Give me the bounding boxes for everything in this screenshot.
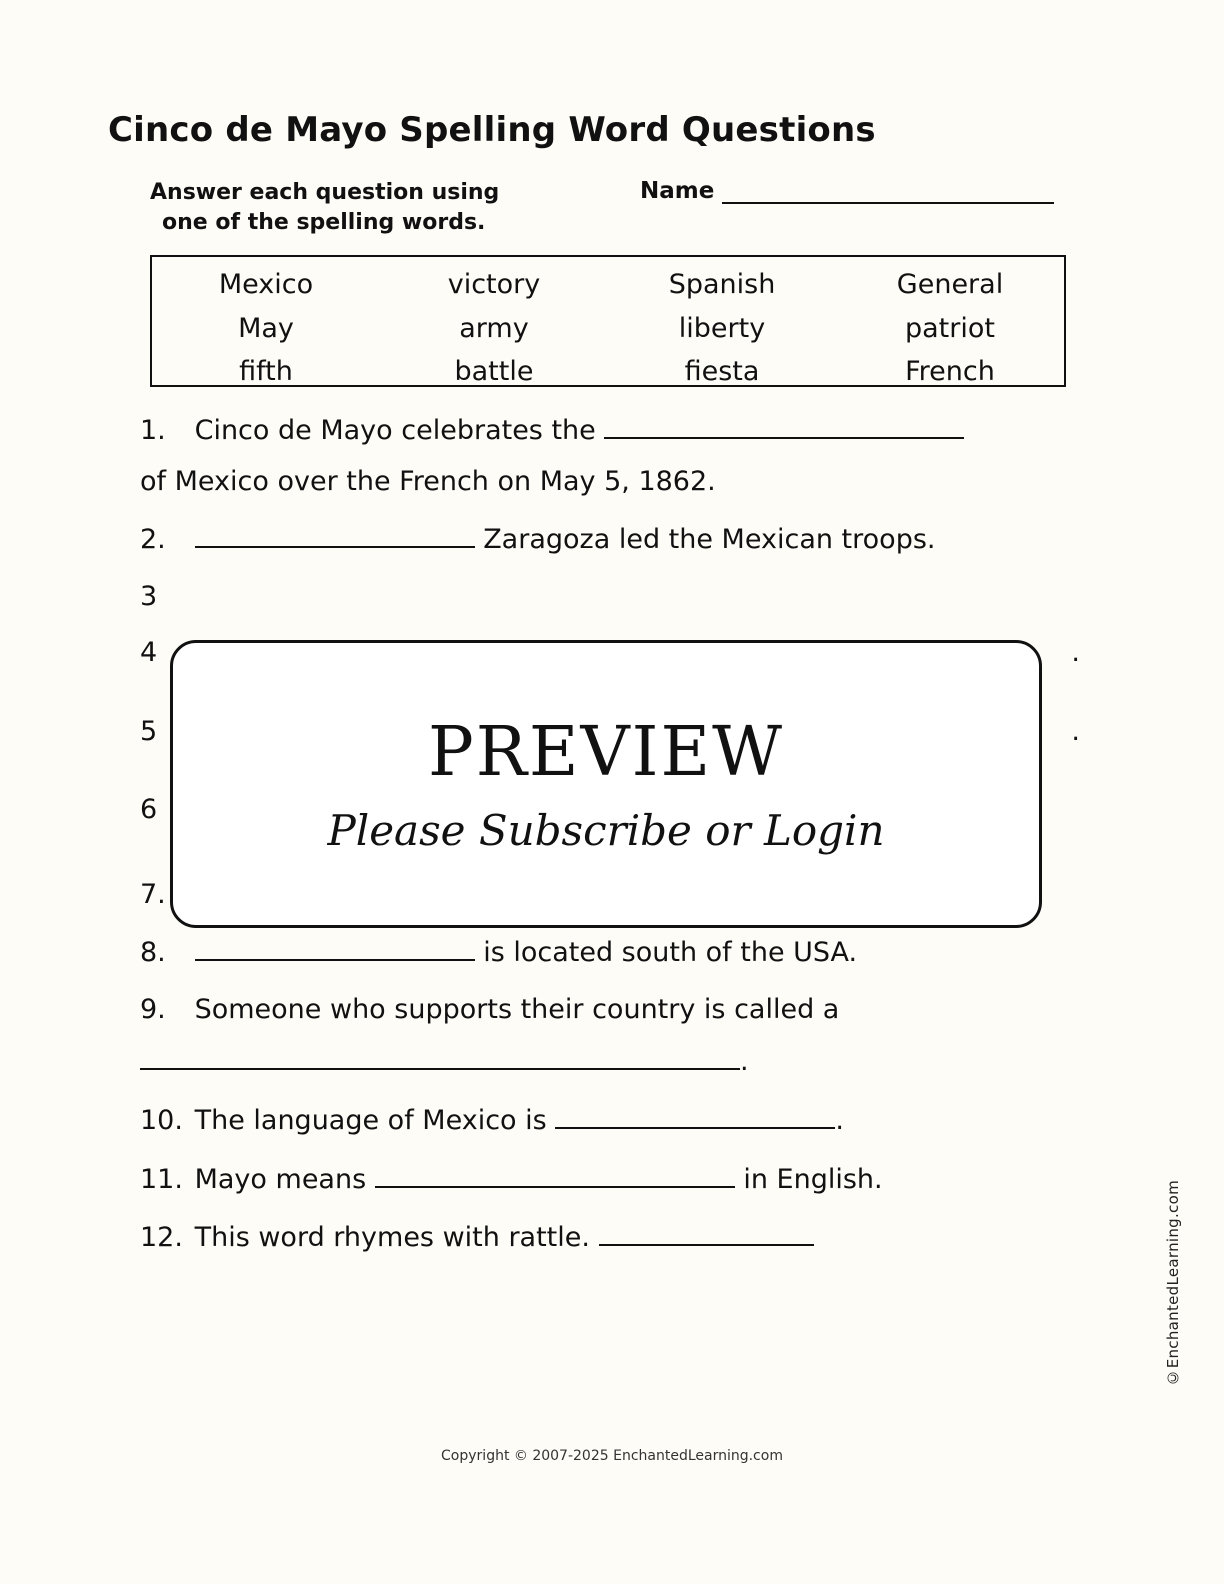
question-item (140, 1219, 1080, 1256)
question-continuation (140, 465, 1080, 500)
question-item (140, 1102, 1080, 1139)
word-bank-item: victory (447, 269, 541, 300)
word-bank-item: fifth (239, 356, 293, 388)
question-text: The language of Mexico is (194, 1105, 547, 1137)
question-text: is located south of the USA. (483, 937, 858, 969)
instructions-line-1: Answer each question using (150, 180, 500, 205)
name-label: Name (640, 178, 715, 204)
question-text: . (835, 1105, 844, 1137)
word-bank-item: Mexico (218, 269, 314, 300)
site-watermark: ©EnchantedLearning.com (1164, 1180, 1182, 1387)
question-item (140, 580, 1080, 615)
question-text: of Mexico over the French on May 5, 1862. (140, 465, 716, 497)
question-text: Someone who supports their country is called a (194, 993, 840, 1025)
preview-title: PREVIEW (427, 713, 785, 792)
question-number: 9. (140, 993, 166, 1025)
word-bank-item: General (896, 269, 1004, 300)
page-title: Cinco de Mayo Spelling Word Questions (108, 110, 876, 150)
instructions-line-2: one of the spelling words. (162, 209, 486, 235)
question-text: Zaragoza led the Mexican troops. (483, 524, 936, 556)
preview-overlay[interactable] (170, 640, 1042, 928)
word-bank-item: Spanish (668, 269, 776, 300)
preview-subtitle[interactable]: Please Subscribe or Login (327, 806, 885, 855)
question-number: 10. (140, 1105, 183, 1137)
question-text: . (740, 1046, 749, 1078)
question-number: 3 (140, 580, 158, 612)
word-bank-item: fiesta (684, 356, 760, 388)
question-text: . (1071, 637, 1080, 669)
answer-blank[interactable] (375, 1161, 735, 1188)
name-input-blank[interactable] (722, 176, 1054, 204)
word-bank-item: May (238, 312, 294, 344)
word-bank-item: liberty (678, 312, 766, 344)
answer-blank[interactable] (195, 521, 475, 548)
question-text: Mayo means (194, 1163, 367, 1195)
word-bank-item: army (459, 312, 529, 344)
question-number: 12. (140, 1222, 183, 1254)
question-number: 5 (140, 715, 158, 747)
answer-blank[interactable] (599, 1219, 814, 1246)
question-number: 2. (140, 524, 166, 556)
word-bank-item: patriot (905, 312, 995, 344)
question-text: This word rhymes with rattle. (194, 1222, 590, 1254)
question-text: . (1071, 715, 1080, 747)
answer-blank[interactable] (195, 934, 475, 961)
answer-blank[interactable] (140, 1043, 740, 1070)
question-number: 4 (140, 637, 158, 669)
question-item (140, 412, 1080, 449)
question-number: 8. (140, 937, 166, 969)
question-text: Cinco de Mayo celebrates the (194, 415, 596, 446)
question-item (140, 993, 1080, 1028)
word-bank-item: battle (454, 356, 534, 388)
question-item (140, 934, 1080, 971)
instructions (150, 178, 550, 237)
answer-blank[interactable] (604, 412, 964, 439)
answer-blank[interactable] (555, 1102, 835, 1129)
question-text: in English. (743, 1163, 883, 1195)
copyright-footer: Copyright © 2007-2025 EnchantedLearning.com (441, 1448, 783, 1464)
question-number: 1. (140, 415, 166, 446)
question-number: 6 (140, 794, 158, 826)
word-bank (150, 255, 1066, 387)
question-number: 11. (140, 1163, 183, 1195)
question-number: 7. (140, 878, 166, 910)
question-item (140, 1161, 1080, 1198)
question-continuation (140, 1043, 1080, 1080)
word-bank-item: French (905, 356, 995, 388)
question-item (140, 521, 1080, 558)
name-field[interactable] (640, 176, 1054, 204)
